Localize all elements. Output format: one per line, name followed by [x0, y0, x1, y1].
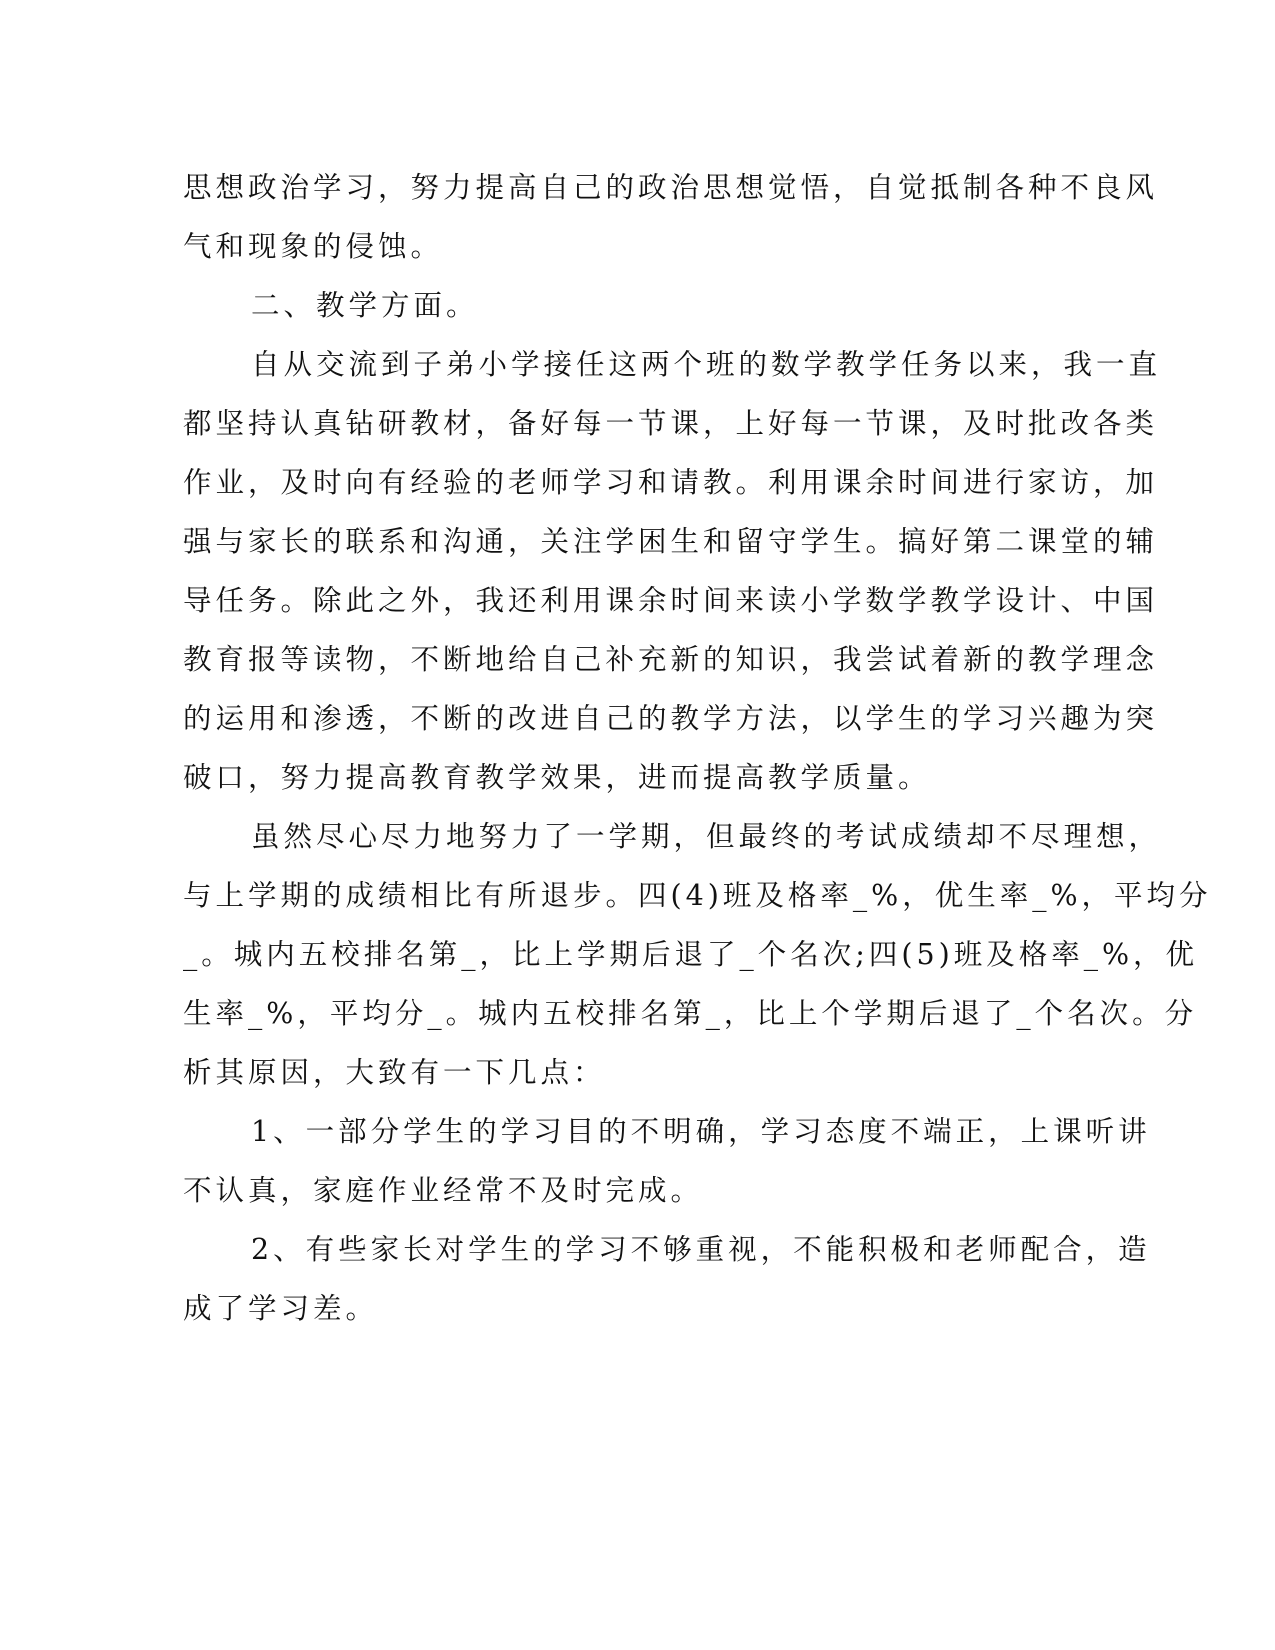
- paragraph-exam-results: [183, 807, 1212, 1102]
- text-line: 作业，及时向有经验的老师学习和请教。利用课余时间进行家访，加: [183, 466, 1159, 499]
- text-line: 的运用和渗透，不断的改进自己的教学方法，以学生的学习兴趣为突: [183, 702, 1159, 735]
- document-body: [183, 158, 1212, 1338]
- list-item-reason-1: [183, 1102, 1151, 1220]
- text-line: 思想政治学习，努力提高自己的政治思想觉悟，自觉抵制各种不良风: [183, 171, 1159, 204]
- text-line: 生率_%，平均分_。城内五校排名第_，比上个学期后退了_个名次。分: [183, 997, 1198, 1030]
- text-line: 2、有些家长对学生的学习不够重视，不能积极和老师配合，造: [251, 1233, 1151, 1266]
- paragraph-political-study: [183, 158, 1159, 276]
- text-line: 都坚持认真钻研教材，备好每一节课，上好每一节课，及时批改各类: [183, 407, 1159, 440]
- text-line: 破口，努力提高教育教学效果，进而提高教学质量。: [183, 761, 931, 794]
- text-line: 与上学期的成绩相比有所退步。四(4)班及格率_%，优生率_%，平均分: [183, 879, 1212, 912]
- paragraph-teaching-work: [183, 335, 1162, 807]
- text-line: 教育报等读物，不断地给自己补充新的知识，我尝试着新的教学理念: [183, 643, 1159, 676]
- text-line: 不认真，家庭作业经常不及时完成。: [183, 1174, 704, 1207]
- text-line: _。城内五校排名第_，比上学期后退了_个名次;四(5)班及格率_%，优: [183, 938, 1199, 971]
- text-line: 虽然尽心尽力地努力了一学期，但最终的考试成绩却不尽理想，: [251, 820, 1162, 853]
- text-line: 导任务。除此之外，我还利用课余时间来读小学数学教学设计、中国: [183, 584, 1159, 617]
- text-line: 成了学习差。: [183, 1292, 379, 1325]
- text-line: 气和现象的侵蚀。: [183, 230, 444, 263]
- text-line: 析其原因，大致有一下几点：: [183, 1056, 606, 1089]
- text-line: 自从交流到子弟小学接任这两个班的数学教学任务以来，我一直: [251, 348, 1162, 381]
- list-item-reason-2: [183, 1220, 1151, 1338]
- section-heading-teaching: [183, 276, 1053, 335]
- text-line: 1、一部分学生的学习目的不明确，学习态度不端正，上课听讲: [251, 1115, 1151, 1148]
- text-line: 二、教学方面。: [251, 289, 479, 322]
- text-line: 强与家长的联系和沟通，关注学困生和留守学生。搞好第二课堂的辅: [183, 525, 1159, 558]
